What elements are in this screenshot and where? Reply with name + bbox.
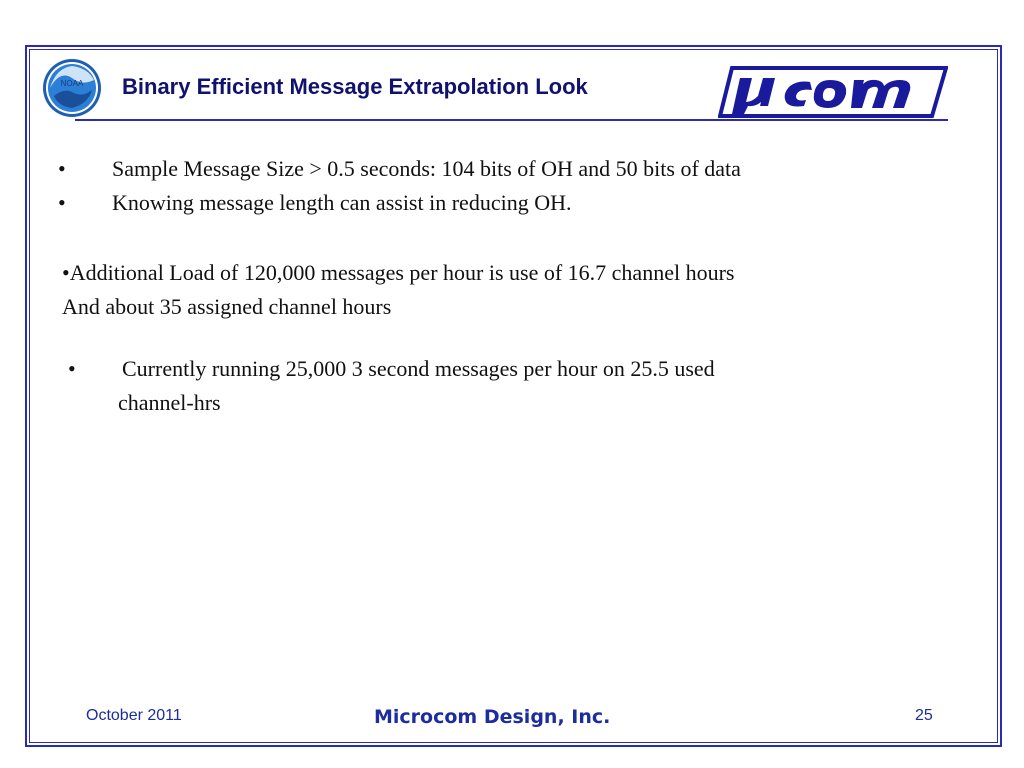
- paragraph-line-2: And about 35 assigned channel hours: [62, 294, 392, 319]
- ucom-logo-icon: [718, 66, 948, 118]
- svg-text:NOAA: NOAA: [60, 79, 84, 88]
- bullet-marker: •: [58, 190, 66, 215]
- list-item: [58, 152, 741, 185]
- bullet-marker: •: [68, 356, 76, 381]
- bullet-text: Sample Message Size > 0.5 seconds: 104 bits of OH and 50 bits of data: [112, 156, 741, 181]
- list-item: [58, 186, 571, 219]
- slide-title: Binary Efficient Message Extrapolation Look: [122, 74, 588, 99]
- bullet-text-continuation: channel-hrs: [118, 390, 221, 415]
- footer-company: Microcom Design, Inc.: [374, 706, 611, 728]
- bullet-text: Knowing message length can assist in reducing OH.: [112, 190, 572, 215]
- list-item: [68, 352, 715, 385]
- bullet-marker: •: [58, 156, 66, 181]
- title-divider: [75, 119, 948, 121]
- footer-date: October 2011: [86, 707, 182, 724]
- paragraph-line-1: •Additional Load of 120,000 messages per hour is use of 16.7 channel hours: [62, 260, 735, 285]
- noaa-logo-icon: [42, 58, 102, 118]
- page-number: 25: [915, 707, 933, 724]
- bullet-text: Currently running 25,000 3 second messages per hour on 25.5 used: [122, 356, 715, 381]
